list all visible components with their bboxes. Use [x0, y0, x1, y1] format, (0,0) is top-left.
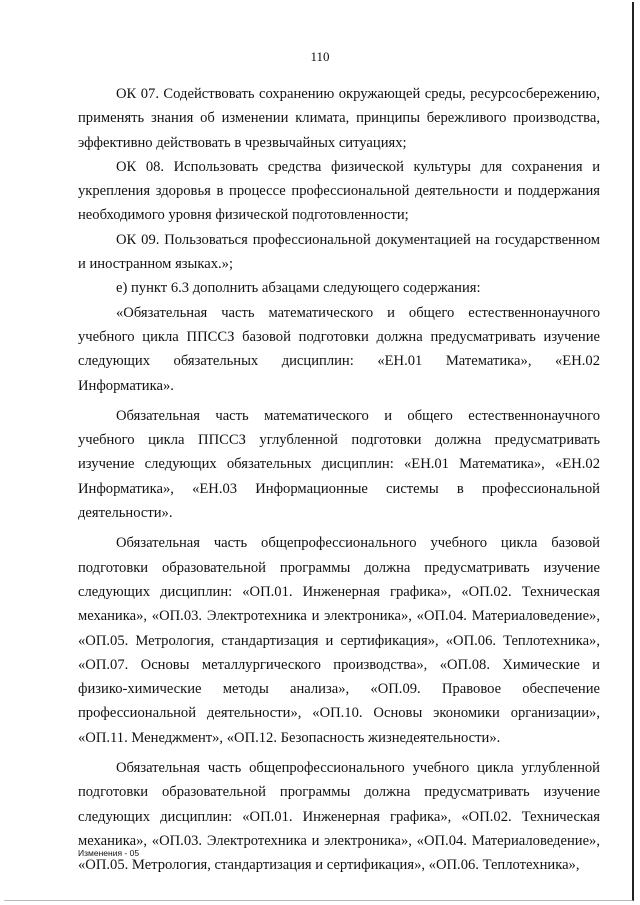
paragraph-item-e: е) пункт 6.3 дополнить абзацами следующего содержания: — [116, 280, 481, 297]
footer-note: Изменения - 05 — [78, 848, 140, 858]
paragraph-op-basic: Обязательная часть общепрофессионального учебного цикла базовой подготовки образовательной программы должна предусматривать изучение следующих дисциплин: «ОП.01. Инженерная графика», «ОП.02. Техническая механика», «ОП.03. Электротехника и электроника», «ОП.04. Материаловедение», «ОП.05. Метрология, стандартизация и сертификация», «ОП.06. Теплотехника», «ОП.07. Основы металлургического производства», «ОП.08. Химические и физико-химические методы анализа», «ОП.09. Правовое обеспечение профессиональной деятельности», «ОП.10. Основы экономики организации», «ОП.11. Менеджмент», «ОП.12. Безопасность жизнедеятельности». — [78, 535, 600, 746]
paragraph-op-advanced: Обязательная часть общепрофессионального учебного цикла углубленной подготовки образовательной программы должна предусматривать изучение следующих дисциплин: «ОП.01. Инженерная графика», «ОП.02. Техническая механика», «ОП.03. Электротехника и электроника», «ОП.04. Материаловедение», «ОП.05. Метрология, стандартизация и сертификация», «ОП.06. Теплотехника», — [78, 760, 600, 874]
paragraph-ok07: ОК 07. Содействовать сохранению окружающей среды, ресурсосбережению, применять знания об изменении климата, принципы бережливого производства, эффективно действовать в чрезвычайных ситуациях; — [78, 86, 600, 151]
document-body — [78, 82, 600, 878]
paragraph-en-basic: «Обязательная часть математического и общего естественнонаучного учебного цикла ППССЗ базовой подготовки должна предусматривать изучение следующих обязательных дисциплин: «ЕН.01 Математика», «ЕН.02 Информатика». — [78, 304, 600, 394]
paragraph-ok09: ОК 09. Пользоваться профессиональной документацией на государственном и иностранном языках.»; — [78, 231, 600, 273]
paragraph-en-advanced: Обязательная часть математического и общего естественнонаучного учебного цикла ППССЗ углубленной подготовки должна предусматривать изучение следующих обязательных дисциплин: «ЕН.01 Математика», «ЕН.02 Информатика», «ЕН.03 Информационные системы в профессиональной деятельности». — [78, 407, 600, 522]
paragraph-ok08: ОК 08. Использовать средства физической культуры для сохранения и укрепления здоровья в процессе профессиональной деятельности и поддержания необходимого уровня физической подготовленности; — [78, 158, 600, 224]
page-number: 110 — [310, 49, 330, 64]
